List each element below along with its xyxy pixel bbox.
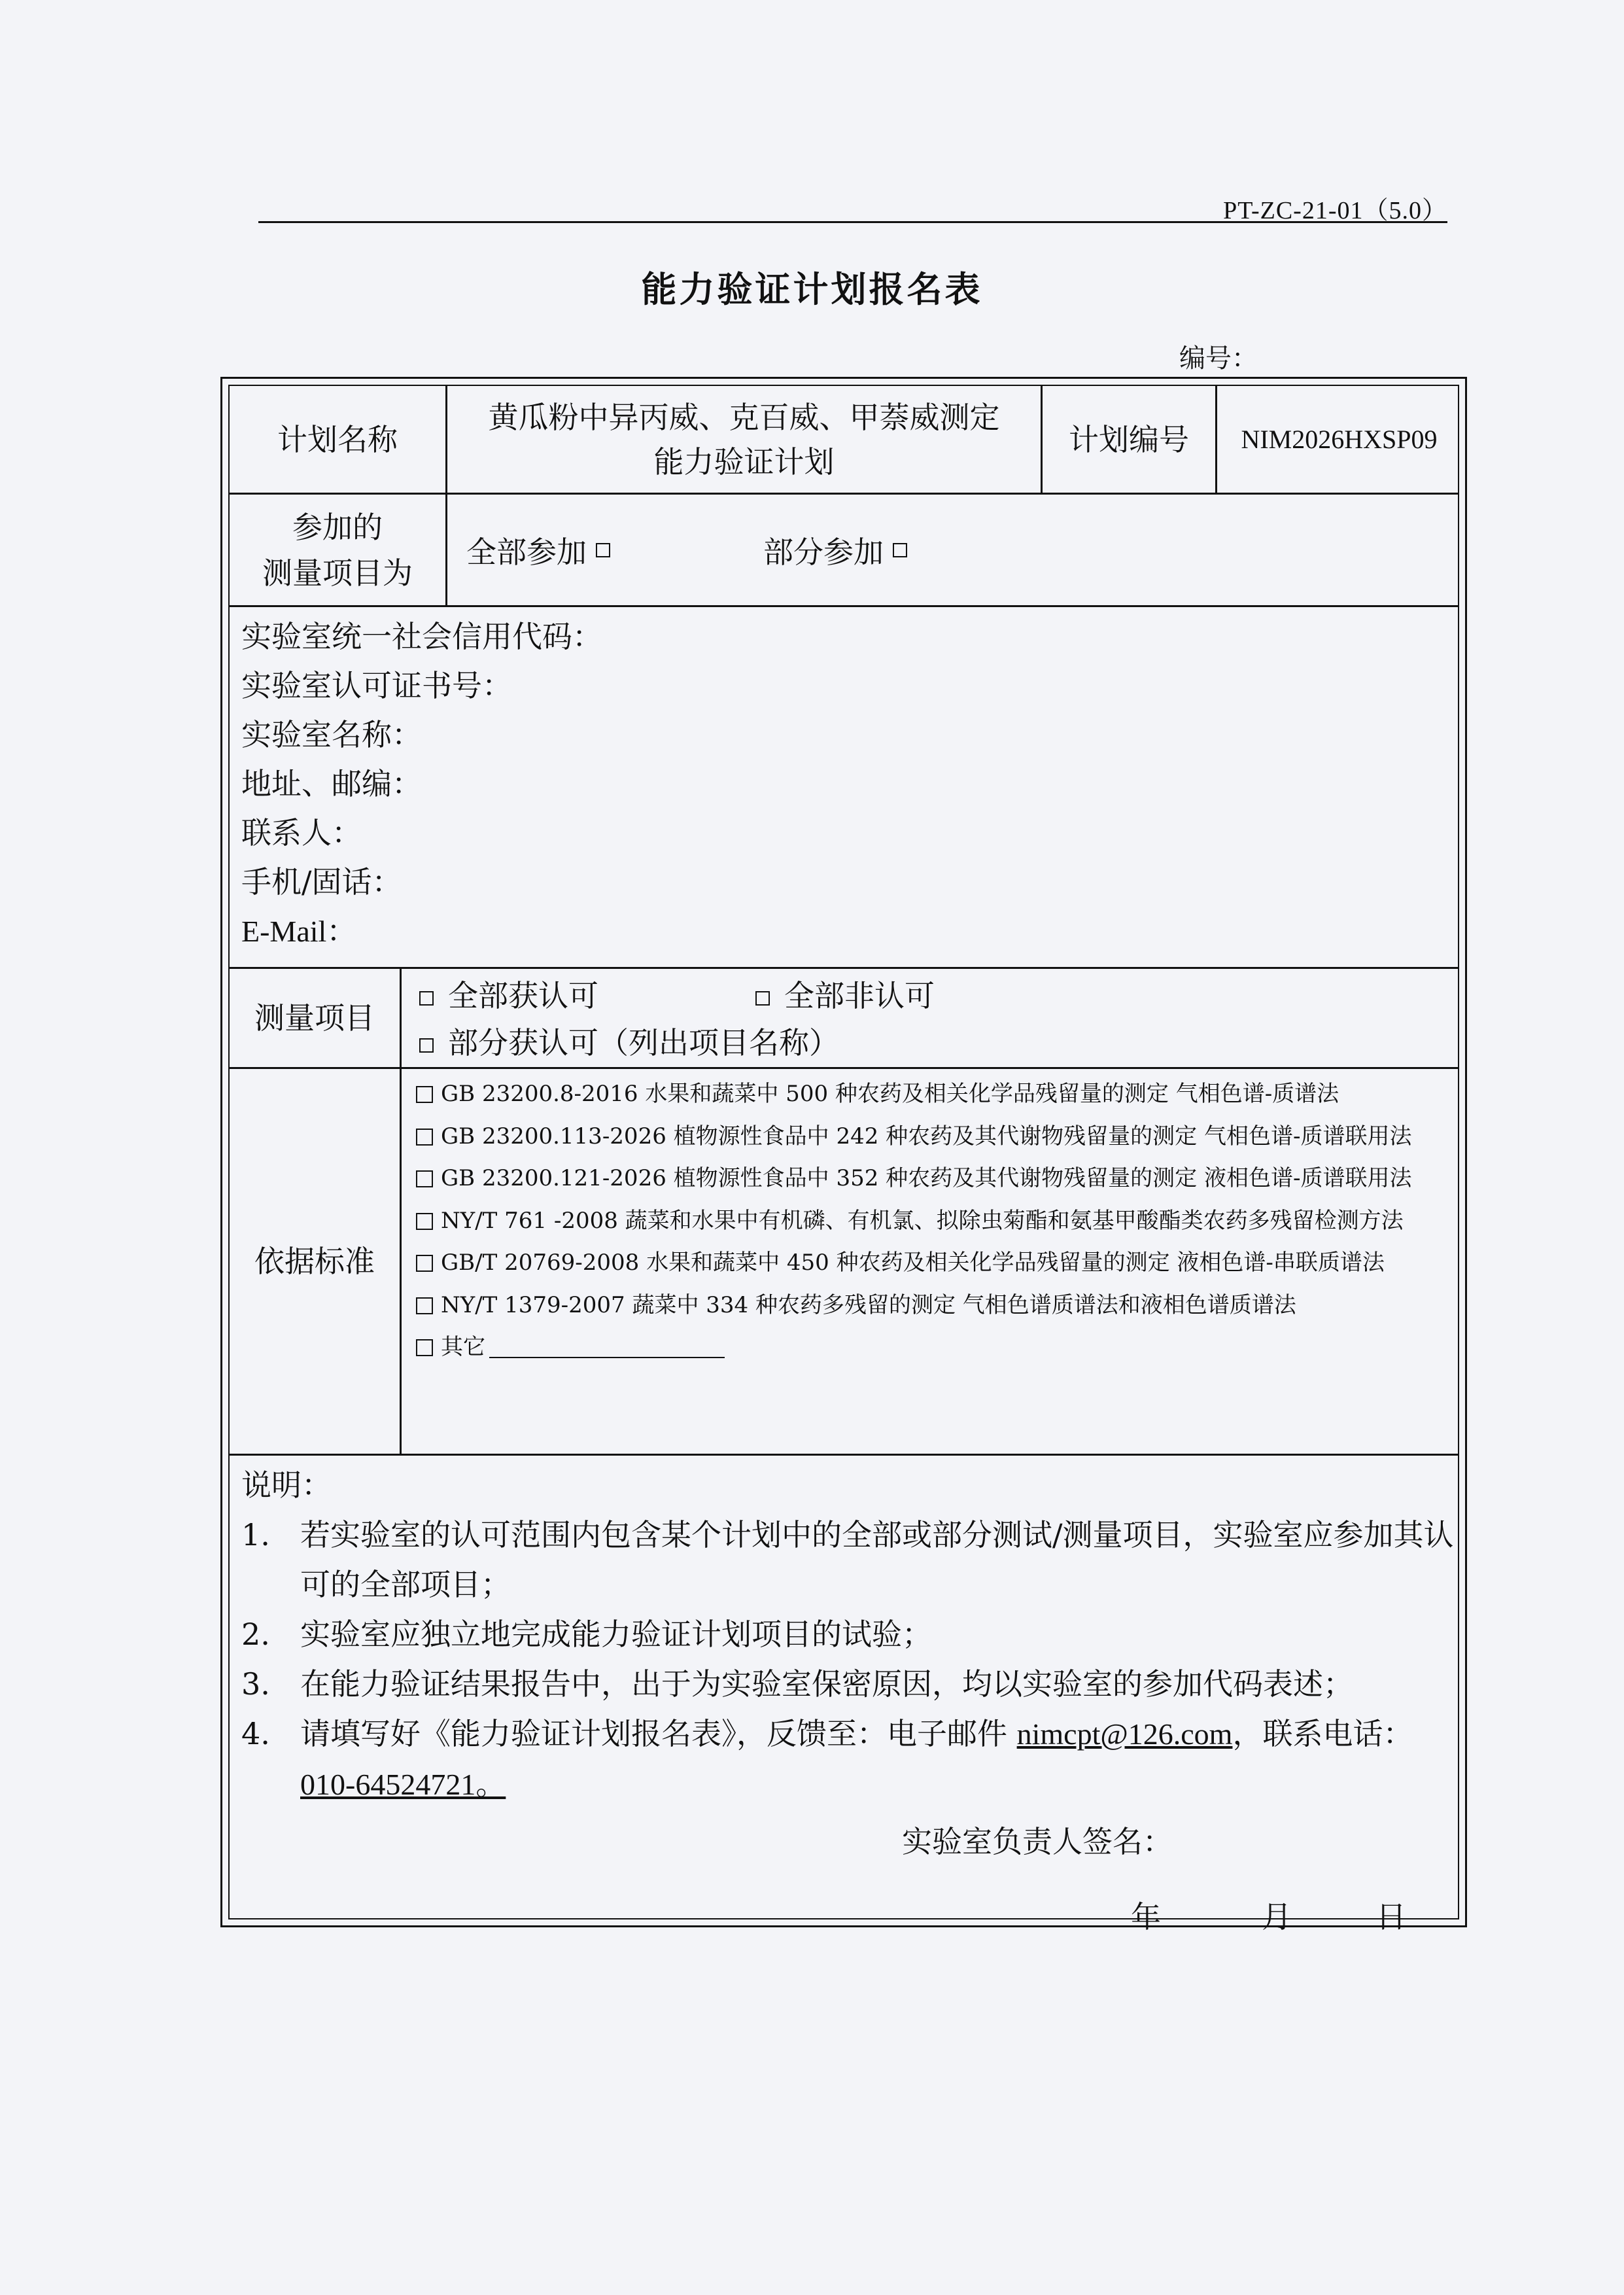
note-item: 1. 若实验室的认可范围内包含某个计划中的全部或部分测试/测量项目，实验室应参加其认可的全部项目； — [241, 1510, 1458, 1609]
form-frame — [220, 377, 1467, 1935]
measure-row-2 — [419, 1019, 1453, 1066]
standard-checkbox[interactable] — [416, 1297, 433, 1314]
lab-email-field[interactable]: E-Mail： — [241, 915, 357, 948]
option-all-participate-label: 全部参加 — [466, 534, 587, 570]
form-table — [228, 385, 1459, 1935]
partial-accredited-label: 部分获认可（列出项目名称） — [448, 1025, 839, 1060]
document-code: PT-ZC-21-01（5.0） — [1223, 197, 1447, 224]
lab-credit-code-field[interactable]: 实验室统一社会信用代码： — [241, 619, 602, 654]
date-day-label: 日 — [1376, 1899, 1406, 1935]
plan-name-line-1: 黄瓜粉中异丙威、克百威、甲萘威测定 — [488, 399, 1000, 435]
standard-item[interactable]: NY/T 1379-2007 蔬菜中 334 种农药多残留的测定 气相色谱质谱法和液相色谱质谱法 — [416, 1284, 1462, 1327]
header-rule — [258, 221, 1447, 223]
measure-label: 测量项目 — [254, 1000, 375, 1036]
measure-row-1 — [419, 972, 1453, 1019]
partial-accredited-checkbox[interactable] — [419, 1038, 434, 1053]
divider — [445, 495, 447, 605]
note-number: 4. — [241, 1716, 270, 1751]
option-partial-participate-checkbox[interactable] — [893, 543, 907, 557]
note-item: 4. 请填写好《能力验证计划报名表》，反馈至：电子邮件 nimcpt@126.com，联系电话：010-64524721。 — [241, 1709, 1458, 1810]
all-accredited-label: 全部获认可 — [448, 978, 598, 1013]
option-partial-participate-label: 部分参加 — [763, 534, 884, 570]
standard-checkbox[interactable] — [416, 1170, 433, 1187]
standard-item[interactable]: GB 23200.8-2016 水果和蔬菜中 500 种农药及相关化学品残留量的测定 气相色谱-质谱法 — [416, 1073, 1462, 1115]
all-non-accredited-label: 全部非认可 — [784, 978, 935, 1013]
participation-options — [466, 495, 1447, 605]
notes-block — [241, 1460, 1458, 1935]
standards-label: 依据标准 — [254, 1244, 375, 1279]
standard-item[interactable]: GB 23200.121-2026 植物源性食品中 352 种农药及其代谢物残留量的测定 液相色谱-质谱联用法 — [416, 1157, 1449, 1200]
plan-name-label: 计划名称 — [277, 421, 398, 457]
standard-item-other[interactable]: 其它 — [416, 1326, 1462, 1369]
note-item: 3. 在能力验证结果报告中，出于为实验室保密原因，均以实验室的参加代码表述； — [241, 1659, 1458, 1709]
serial-number-label: 编号： — [1179, 343, 1258, 374]
measure-options — [419, 972, 1453, 1067]
all-non-accredited-checkbox[interactable] — [755, 991, 770, 1006]
row-divider — [230, 1454, 1458, 1456]
standard-checkbox[interactable] — [416, 1339, 433, 1356]
standard-item[interactable]: GB/T 20769-2008 水果和蔬菜中 450 种农药及相关化学品残留量的测定 液相色谱-串联质谱法 — [416, 1242, 1462, 1284]
standard-checkbox[interactable] — [416, 1213, 433, 1230]
note-item: 2. 实验室应独立地完成能力验证计划项目的试验； — [241, 1609, 1458, 1659]
standard-checkbox[interactable] — [416, 1086, 433, 1103]
other-standard-input[interactable] — [489, 1335, 725, 1358]
note-number: 3. — [241, 1666, 270, 1702]
standard-checkbox[interactable] — [416, 1129, 433, 1146]
divider — [400, 969, 402, 1067]
contact-phone: 010-64524721。 — [300, 1768, 506, 1801]
plan-name-line-2: 能力验证计划 — [653, 444, 835, 480]
participation-label — [230, 495, 445, 605]
participation-label-line-1: 参加的 — [292, 509, 383, 545]
plan-code-label: 计划编号 — [1069, 421, 1189, 457]
contact-email-link[interactable]: nimcpt@126.com — [1016, 1717, 1233, 1751]
lab-info-block — [241, 612, 1458, 966]
signature-label: 实验室负责人签名： — [902, 1824, 1173, 1859]
lab-contact-field[interactable]: 联系人： — [241, 815, 362, 850]
all-accredited-checkbox[interactable] — [419, 991, 434, 1006]
standard-checkbox[interactable] — [416, 1255, 433, 1272]
plan-name-value — [447, 386, 1041, 493]
date-month-label: 月 — [1262, 1899, 1292, 1935]
note-number: 2. — [241, 1617, 270, 1652]
standard-item[interactable]: GB 23200.113-2026 植物源性食品中 242 种农药及其代谢物残留量的测定 气相色谱-质谱联用法 — [416, 1115, 1462, 1158]
option-all-participate-checkbox[interactable] — [596, 543, 610, 557]
standard-item[interactable]: NY/T 761 -2008 蔬菜和水果中有机磷、有机氯、拟除虫菊酯和氨基甲酸酯类农药多残留检测方法 — [416, 1200, 1449, 1242]
row-divider — [230, 605, 1458, 607]
notes-heading: 说明： — [241, 1467, 332, 1503]
lab-phone-field[interactable]: 手机/固话： — [241, 864, 402, 900]
participation-label-line-2: 测量项目为 — [262, 555, 413, 591]
note-number: 1. — [241, 1517, 270, 1552]
row-divider — [230, 1067, 1458, 1069]
divider — [400, 1069, 402, 1454]
lab-address-field[interactable]: 地址、邮编： — [241, 766, 422, 801]
lab-name-field[interactable]: 实验室名称： — [241, 717, 422, 752]
plan-code-value: NIM2026HXSP09 — [1241, 425, 1438, 454]
row-divider — [230, 967, 1458, 969]
form-title: 能力验证计划报名表 — [641, 268, 983, 310]
standards-list — [416, 1073, 1462, 1452]
lab-accreditation-number-field[interactable]: 实验室认可证书号： — [241, 668, 512, 703]
date-year-label: 年 — [1131, 1899, 1161, 1935]
